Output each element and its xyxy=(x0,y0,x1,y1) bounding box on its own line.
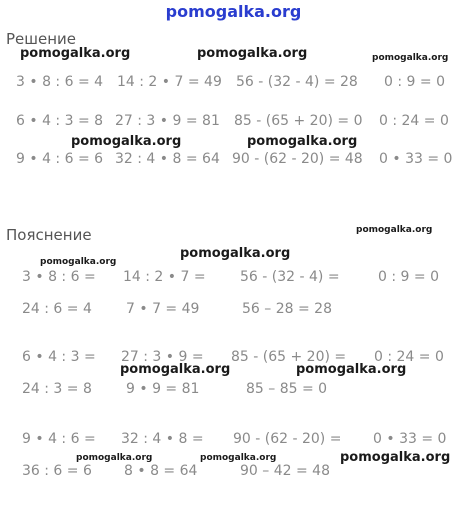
explanation-equation: 9 • 9 = 81 xyxy=(126,381,200,397)
explanation-equation: 24 : 3 = 8 xyxy=(22,381,92,397)
watermark: pomogalka.org xyxy=(356,225,433,235)
watermark: pomogalka.org xyxy=(247,134,358,149)
watermark: pomogalka.org xyxy=(76,453,153,463)
solution-equation: 85 - (65 + 20) = 0 xyxy=(234,113,363,129)
explanation-equation: 56 - (32 - 4) = xyxy=(240,269,340,285)
explanation-equation: 85 – 85 = 0 xyxy=(246,381,328,397)
explanation-equation: 14 : 2 • 7 = xyxy=(123,269,206,285)
solution-equation: 90 - (62 - 20) = 48 xyxy=(232,151,363,167)
watermark: pomogalka.org xyxy=(197,46,308,61)
explanation-title: Пояснение xyxy=(6,226,92,244)
solution-equation: 14 : 2 • 7 = 49 xyxy=(117,74,222,90)
explanation-equation: 6 • 4 : 3 = xyxy=(22,349,96,365)
watermark: pomogalka.org xyxy=(340,450,451,465)
watermark: pomogalka.org xyxy=(296,362,407,377)
explanation-equation: 9 • 4 : 6 = xyxy=(22,431,96,447)
watermark: pomogalka.org xyxy=(180,246,291,261)
solution-equation: 0 : 9 = 0 xyxy=(384,74,445,90)
watermark: pomogalka.org xyxy=(71,134,182,149)
explanation-equation: 90 - (62 - 20) = xyxy=(233,431,342,447)
explanation-equation: 3 • 8 : 6 = xyxy=(22,269,96,285)
watermark: pomogalka.org xyxy=(120,362,231,377)
explanation-equation: 36 : 6 = 6 xyxy=(22,463,92,479)
solution-equation: 0 : 24 = 0 xyxy=(379,113,449,129)
solution-equation: 32 : 4 • 8 = 64 xyxy=(115,151,220,167)
header-watermark: pomogalka.org xyxy=(165,2,302,21)
explanation-equation: 0 • 33 = 0 xyxy=(373,431,447,447)
explanation-equation: 24 : 6 = 4 xyxy=(22,301,92,317)
solution-equation: 6 • 4 : 3 = 8 xyxy=(16,113,104,129)
watermark: pomogalka.org xyxy=(200,453,277,463)
explanation-equation: 7 • 7 = 49 xyxy=(126,301,200,317)
watermark: pomogalka.org xyxy=(20,46,131,61)
solution-equation: 3 • 8 : 6 = 4 xyxy=(16,74,104,90)
solution-equation: 9 • 4 : 6 = 6 xyxy=(16,151,104,167)
solution-equation: 27 : 3 • 9 = 81 xyxy=(115,113,220,129)
explanation-equation: 8 • 8 = 64 xyxy=(124,463,198,479)
explanation-equation: 85 - (65 + 20) = xyxy=(231,349,347,365)
explanation-equation: 0 : 24 = 0 xyxy=(374,349,444,365)
watermark: pomogalka.org xyxy=(372,53,449,63)
solution-equation: 56 - (32 - 4) = 28 xyxy=(236,74,358,90)
explanation-equation: 56 – 28 = 28 xyxy=(242,301,332,317)
solution-equation: 0 • 33 = 0 xyxy=(379,151,453,167)
solution-title: Решение xyxy=(6,30,77,48)
watermark: pomogalka.org xyxy=(40,257,117,267)
explanation-equation: 32 : 4 • 8 = xyxy=(121,431,204,447)
explanation-equation: 0 : 9 = 0 xyxy=(378,269,439,285)
explanation-equation: 27 : 3 • 9 = xyxy=(121,349,204,365)
explanation-equation: 90 – 42 = 48 xyxy=(240,463,330,479)
